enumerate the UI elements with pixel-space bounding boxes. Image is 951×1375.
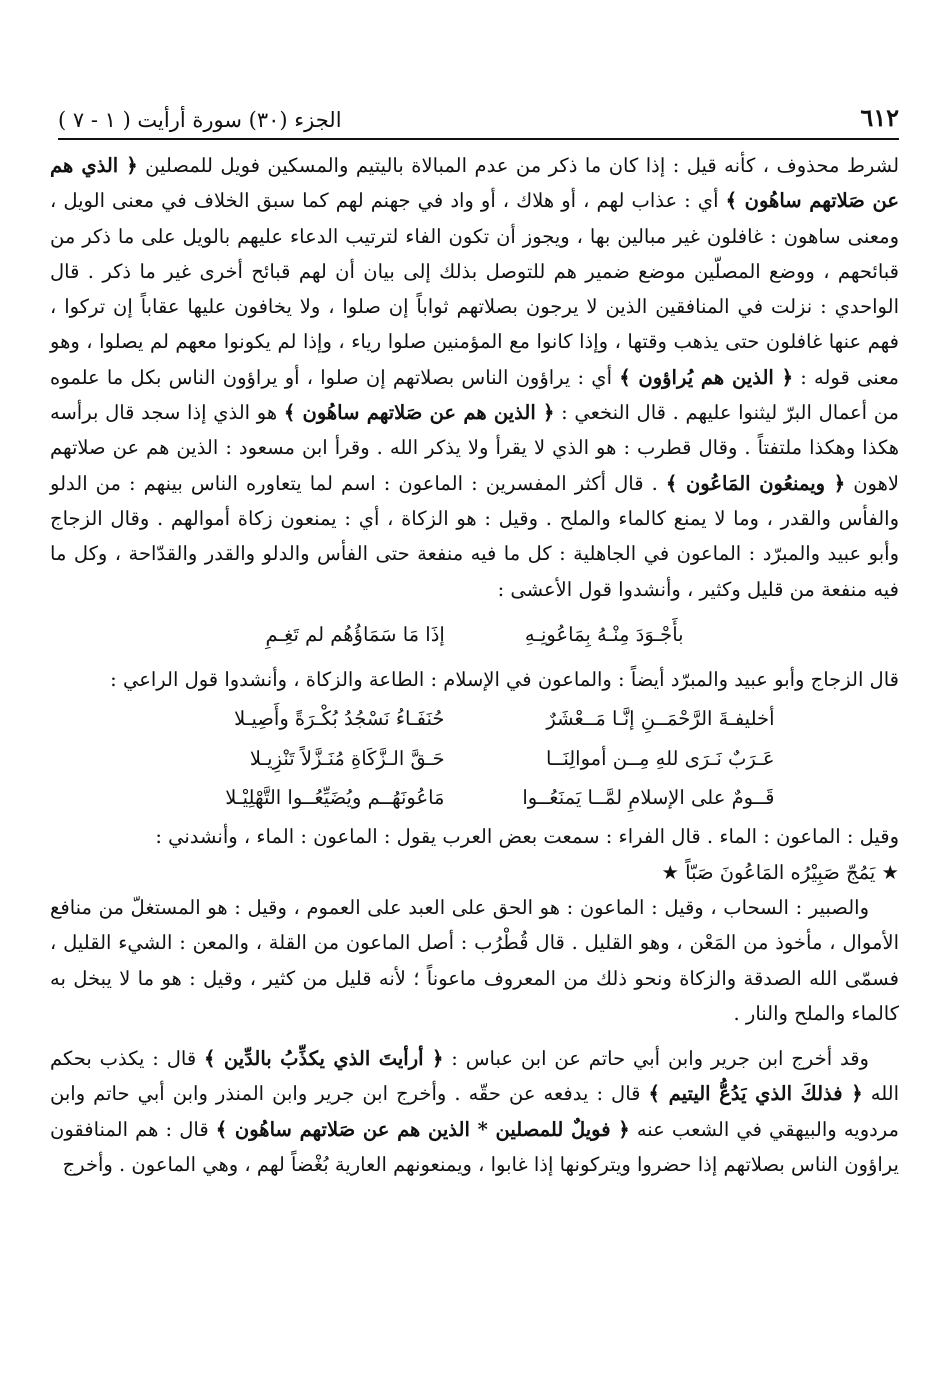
quran-quote: ﴿ الذي هم عن صَلاتهم ساهُون ﴾: [50, 154, 899, 213]
text-run: قال : يكذب بحكم الله: [50, 1047, 900, 1106]
page-body: [50, 148, 899, 1182]
text-run: أي : يراؤون الناس بصلاتهم إن صلوا ، أو يراؤون الناس بكل ما علموه من أعمال البرّ ليثنوا عليهم . قال النخعي :: [50, 365, 899, 425]
verse-hemistich-2: إذَا مَا سَمَاؤُهُم لم تَغِـمِ: [265, 622, 445, 646]
paragraph-1: [50, 148, 899, 607]
quran-quote: ﴿ فويلٌ للمصلين * الذين هم عن صَلاتهم ساهُون ﴾: [215, 1117, 630, 1141]
text-run: قال الزجاج وأبو عبيد والمبرّد أيضاً : والماعون في الإسلام : الطاعة والزكاة ، وأنشدوا قول الراعي :: [110, 668, 899, 692]
verse-aasha: [50, 617, 899, 652]
verse-hemistich: حُنَفَـاءُ نَسْجُدُ بُكْـرَةً وأَصِيـلا: [234, 707, 445, 731]
verse-hemistich-1: بأَجْـوَدَ مِنْـهُ بِمَاعُونِـهِ: [524, 622, 684, 646]
quran-quote: ﴿ ويمنعُون المَاعُون ﴾: [665, 471, 846, 495]
text-run: والصبير : السحاب ، وقيل : الماعون : هو الحق على العبد على العموم ، وقيل : هو المستغلّ من منافع الأموال ، مأخوذ من المَعْن ، وهو القليل . قال قُطْرُب : أصل الماعون من القلة ، والمعن : الشيء القليل ، فسمّى الله الصدقة والزكاة ونحو ذلك من المعروف ماعوناً ؛ لأنه قليل من كثير ، وقيل : هو ما لا يبخل به كالماء والملح والنار .: [50, 895, 899, 1025]
text-run: . قال أكثر المفسرين : الماعون : اسم لما يتعاوره الناس بينهم : من الدلو والفأس والقدر ، وما لا يمنع كالماء والملح . وقيل : هو الزكاة ، أي : يمنعون زكاة أموالهم . وقال الزجاج وأبو عبيد والمبرّد : الماعون في الجاهلية : كل ما فيه منفعة حتى الفأس والدلو والقدر والقدّاحة ، وكل ما فيه منفعة من قليل وكثير ، وأنشدوا قول الأعشى :: [50, 471, 899, 601]
paragraph-3: [50, 819, 899, 854]
page-header: [58, 92, 899, 140]
quran-quote: ﴿ فذلكَ الذي يَدُعُّ اليتيم ﴾: [648, 1082, 863, 1106]
verse-raai-line-1: [50, 701, 899, 736]
paragraph-2: [50, 662, 899, 697]
paragraph-5: [50, 1041, 899, 1182]
text-run: وقد أخرج ابن جرير وابن أبي حاتم عن ابن عباس :: [443, 1047, 869, 1071]
quran-quote: ﴿ الذين هم عن صَلاتهم ساهُون ﴾: [283, 401, 555, 425]
paragraph-4: [50, 890, 899, 1031]
text-run: قال : هم المنافقون يراؤون الناس بصلاتهم إذا حضروا ويتركونها إذا غابوا ، ويمنعونهم العارية بُغْضاً لهم ، وهي الماعون . وأخرج: [50, 1117, 899, 1177]
verse-hemistich: قَــومٌ على الإسلامِ لمَّــا يَمنَعُــوا: [522, 786, 775, 810]
quran-quote: ﴿ الذين هم يُراؤون ﴾: [619, 365, 794, 389]
verse-raai-line-2: [50, 741, 899, 776]
text-run: قال : يدفعه عن حقّه . وأخرج ابن جرير وابن المنذر وابن أبي حاتم وابن مردويه والبيهقي في الشعب عنه: [50, 1082, 900, 1141]
text-run: أي : عذاب لهم ، أو هلاك ، أو واد في جهنم لهم كما سبق الخلاف في معنى الويل ، ومعنى ساهون : غافلون غير مبالين بها ، ويجوز أن تكون الفاء لترتيب الدعاء عليهم بالويل على ما ذكر من قبائحهم ، ووضع المصلّين موضع ضمير هم للتوصل بذلك إلى بيان أن لهم قبائح أخرى غير ما ذكر . قال الواحدي : نزلت في المنافقين الذين لا يرجون بصلاتهم ثواباً إن صلوا ، ولا يخافون عليها عقاباً إن تركوا ، فهم عنها غافلون حتى يذهب وقتها ، وإذا كانوا مع المؤمنين صلوا رياء ، وإذا لم يكونوا معهم لم يصلوا ، وهو معنى قوله :: [50, 189, 899, 389]
verse-farra: ★ يَمُجّ صَبِيْرُه المَاعُونَ صَبّاً ★: [661, 860, 899, 884]
quran-quote: ﴿ أرأيتَ الذي يكذِّبُ بالدِّين ﴾: [204, 1047, 444, 1071]
verse-hemistich: حَـقَّ الـزَّكَاةِ مُنَـزَّلاً تَنْزِيـلا: [249, 746, 445, 770]
verse-hemistich: مَاعُونَهُــم ويُضَيِّعُــوا التَّهْلِيْـلا: [225, 786, 445, 810]
verse-hemistich: أخليفـةَ الرَّحْمَــنِ إنَّـا مَــعْشَرٌ: [546, 707, 775, 731]
text-run: وقيل : الماعون : الماء . قال الفراء : سمعت بعض العرب يقول : الماعون : الماء ، وأنشدني :: [155, 825, 899, 849]
page-number: ٦١٢: [860, 103, 899, 132]
running-title: الجزء (٣٠) سورة أرأيت ( ١ - ٧ ): [58, 108, 342, 132]
verse-hemistich: عَـرَبٌ نَـرَى للهِ مِــن أموالِنَــا: [545, 746, 775, 770]
text-run: هو الذي إذا سجد قال برأسه هكذا وهكذا ملتفتاً . وقال قطرب : هو الذي لا يقرأ ولا يذكر الله . وقرأ ابن مسعود : الذين هم عن صلاتهم لاهون: [50, 401, 900, 495]
verse-raai-line-3: [50, 780, 899, 815]
text-run: لشرط محذوف ، كأنه قيل : إذا كان ما ذكر من عدم المبالاة باليتيم والمسكين فويل للمصلين: [137, 154, 900, 177]
